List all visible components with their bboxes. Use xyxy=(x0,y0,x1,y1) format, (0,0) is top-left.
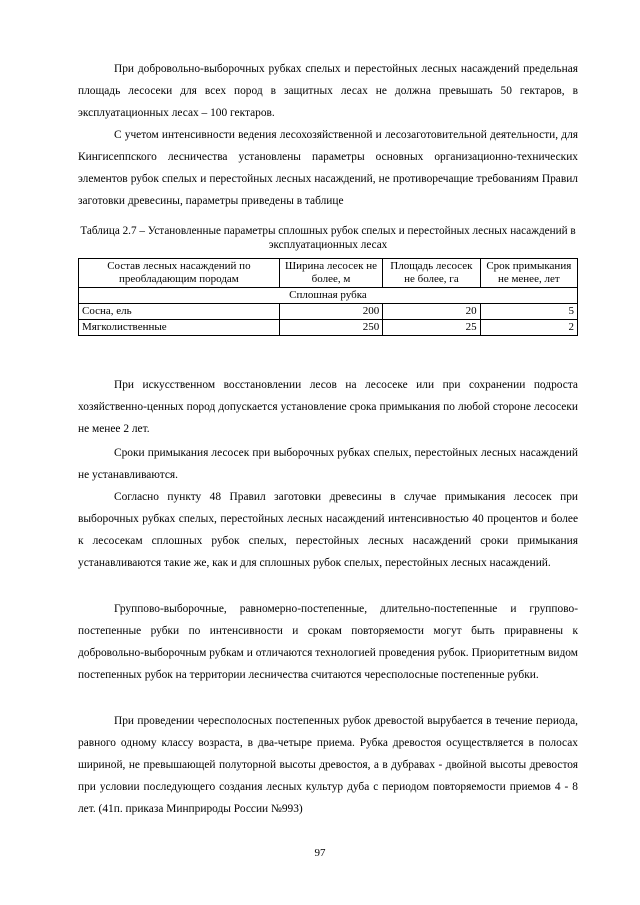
header-area: Площадь лесосек не более, га xyxy=(383,259,480,288)
cell-area: 25 xyxy=(383,320,480,336)
table-header-row xyxy=(79,259,578,288)
paragraph-group-selective: Группово-выборочные, равномерно-постепенные, длительно-постепенные и группово-постепенные рубки по интенсивности и срокам повторяемости могут быть приравнены к добровольно-выборочным рубкам и отличаются технологией проведения рубок. Приоритетным видом постепенных рубок на территории лесничества считаются чересполосные постепенные рубки. xyxy=(78,603,578,681)
table-caption: Таблица 2.7 – Установленные параметры сплошных рубок спелых и перестойных лесных насаждений в эксплуатационных лесах xyxy=(80,225,576,251)
paragraph-artificial-restoration: При искусственном восстановлении лесов на лесосеке или при сохранении подроста хозяйственно-ценных пород допускается установление срока примыкания по любой стороне лесосеки не менее 2 лет. xyxy=(78,379,578,435)
cell-width: 250 xyxy=(279,320,382,336)
cell-area: 20 xyxy=(383,304,480,320)
header-width: Ширина лесосек не более, м xyxy=(279,259,382,288)
section-label: Сплошная рубка xyxy=(79,288,578,304)
cell-term: 5 xyxy=(480,304,577,320)
table-row xyxy=(79,320,578,336)
table-section-row xyxy=(79,288,578,304)
paragraph-parameters-intro: С учетом интенсивности ведения лесохозяйственной и лесозаготовительной деятельности, для Кингисеппского лесничества установлены параметры основных организационно-технических элементов рубок спелых и перестойных лесных насаждений, не противоречащие требованиям Правил заготовки древесины, параметры приведены в таблице xyxy=(78,129,578,207)
header-term: Срок примыкания не менее, лет xyxy=(480,259,577,288)
parameters-table xyxy=(78,258,578,336)
table-row xyxy=(79,304,578,320)
paragraph-adjacency-terms: Сроки примыкания лесосек при выборочных рубках спелых, перестойных лесных насаждений не устанавливаются. xyxy=(78,447,578,481)
paragraph-rule-48: Согласно пункту 48 Правил заготовки древесины в случае примыкания лесосек при выборочных рубках спелых, перестойных лесных насаждений интенсивностью 40 процентов и более к лесосекам сплошных рубок спелых, перестойных лесных насаждений сроки примыкания устанавливаются такие же, как и для сплошных рубок спелых, перестойных лесных насаждений. xyxy=(78,491,578,569)
header-composition: Состав лесных насаждений по преобладающим породам xyxy=(79,259,280,288)
cell-width: 200 xyxy=(279,304,382,320)
cell-composition: Сосна, ель xyxy=(79,304,280,320)
page-number: 97 xyxy=(314,847,326,859)
cell-composition: Мягколиственные xyxy=(79,320,280,336)
paragraph-strip-cutting: При проведении чересполосных постепенных рубок древостой вырубается в течение периода, равного одному классу возраста, в два-четыре приема. Рубка древостоя осуществляется в полосах шириной, не превышающей полуторной высоты древостоя, а в дубравах - двойной высоты древостоя при условии последующего создания лесных культур дуба с периодом повторяемости приемов 4 - 8 лет. (41п. приказа Минприроды России №993) xyxy=(78,715,578,815)
paragraph-cutting-area-limit: При добровольно-выборочных рубках спелых и перестойных лесных насаждений предельная площадь лесосеки для всех пород в защитных лесах не должна превышать 50 гектаров, в эксплуатационных лесах – 100 гектаров. xyxy=(78,63,578,119)
cell-term: 2 xyxy=(480,320,577,336)
